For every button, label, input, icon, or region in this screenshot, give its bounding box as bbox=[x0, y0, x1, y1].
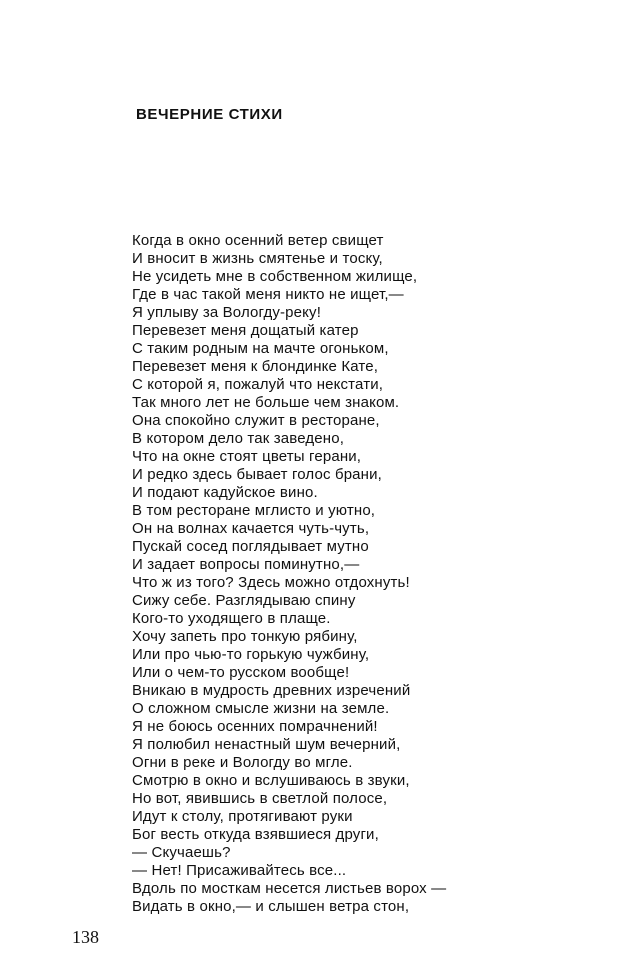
poem-line: Но вот, явившись в светлой полосе, bbox=[132, 790, 388, 807]
poem-line: Огни в реке и Вологду во мгле. bbox=[132, 754, 353, 771]
poem-line: — Скучаешь? bbox=[132, 844, 231, 861]
poem-line: Что на окне стоят цветы герани, bbox=[132, 448, 362, 465]
poem-line: Я полюбил ненастный шум вечерний, bbox=[132, 736, 401, 753]
poem-line: Хочу запеть про тонкую рябину, bbox=[132, 628, 358, 645]
poem-body bbox=[132, 232, 572, 916]
poem-line: Кого-то уходящего в плаще. bbox=[132, 610, 331, 627]
poem-line: Видать в окно,— и слышен ветра стон, bbox=[132, 898, 410, 915]
poem-line: Она спокойно служит в ресторане, bbox=[132, 412, 380, 429]
poem-line: Вникаю в мудрость древних изречений bbox=[132, 682, 411, 699]
poem-line: Перевезет меня к блондинке Кате, bbox=[132, 358, 379, 375]
poem-line: Или про чью-то горькую чужбину, bbox=[132, 646, 370, 663]
poem-line: Бог весть откуда взявшиеся други, bbox=[132, 826, 379, 843]
poem-line: Так много лет не больше чем знаком. bbox=[132, 394, 400, 411]
poem-line: Сижу себе. Разглядываю спину bbox=[132, 592, 356, 609]
poem-line: Вдоль по мосткам несется листьев ворох — bbox=[132, 880, 447, 897]
poem-title: ВЕЧЕРНИЕ СТИХИ bbox=[136, 106, 283, 123]
poem-line: Смотрю в окно и вслушиваюсь в звуки, bbox=[132, 772, 410, 789]
poem-line: И задает вопросы поминутно,— bbox=[132, 556, 360, 573]
poem-line: И редко здесь бывает голос брани, bbox=[132, 466, 382, 483]
poem-line: — Нет! Присаживайтесь все... bbox=[132, 862, 347, 879]
poem-line: Я не боюсь осенних помрачнений! bbox=[132, 718, 378, 735]
poem-line: Когда в окно осенний ветер свищет bbox=[132, 232, 384, 249]
poem-line: И подают кадуйское вино. bbox=[132, 484, 318, 501]
poem-line: В том ресторане мглисто и уютно, bbox=[132, 502, 376, 519]
poem-line: В котором дело так заведено, bbox=[132, 430, 345, 447]
poem-line: Или о чем-то русском вообще! bbox=[132, 664, 350, 681]
poem-line: И вносит в жизнь смятенье и тоску, bbox=[132, 250, 383, 267]
poem-line: Перевезет меня дощатый катер bbox=[132, 322, 359, 339]
poem-line: Где в час такой меня никто не ищет,— bbox=[132, 286, 404, 303]
poem-line: О сложном смысле жизни на земле. bbox=[132, 700, 390, 717]
poem-line: Не усидеть мне в собственном жилище, bbox=[132, 268, 418, 285]
poem-line: Что ж из того? Здесь можно отдохнуть! bbox=[132, 574, 410, 591]
page-number: 138 bbox=[72, 927, 99, 947]
poem-line: Я уплыву за Вологду-реку! bbox=[132, 304, 322, 321]
poem-line: С таким родным на мачте огоньком, bbox=[132, 340, 389, 357]
poem-line: С которой я, пожалуй что некстати, bbox=[132, 376, 384, 393]
poem-line: Он на волнах качается чуть-чуть, bbox=[132, 520, 370, 537]
poem-line: Идут к столу, протягивают руки bbox=[132, 808, 353, 825]
poem-line: Пускай сосед поглядывает мутно bbox=[132, 538, 369, 555]
